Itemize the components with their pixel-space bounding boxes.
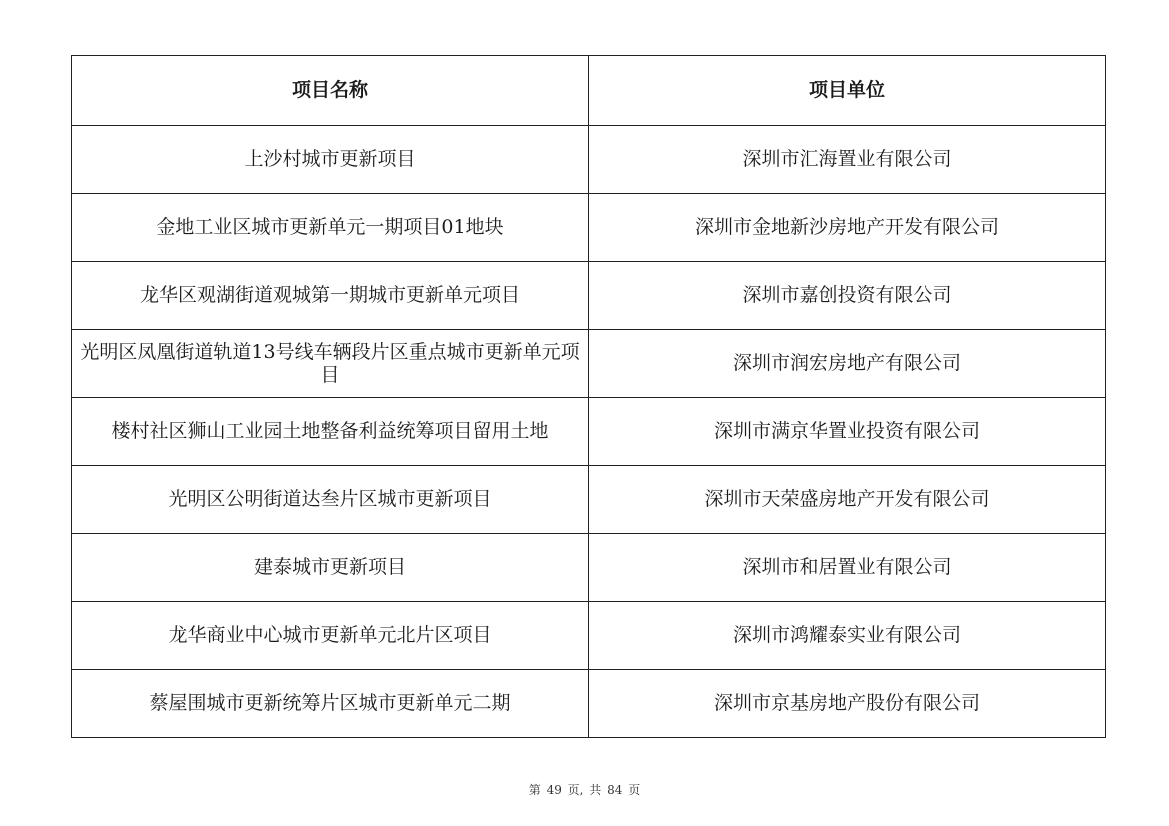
cell-project-name: 龙华商业中心城市更新单元北片区项目: [72, 602, 589, 670]
cell-project-name: 楼村社区狮山工业园土地整备利益统筹项目留用土地: [72, 398, 589, 466]
cell-project-name: 光明区凤凰街道轨道13号线车辆段片区重点城市更新单元项目: [72, 330, 589, 398]
cell-project-name: 龙华区观湖街道观城第一期城市更新单元项目: [72, 262, 589, 330]
table-row: [72, 398, 1106, 466]
cell-project-name: 蔡屋围城市更新统筹片区城市更新单元二期: [72, 670, 589, 738]
table-row: [72, 330, 1106, 398]
cell-project-name: 金地工业区城市更新单元一期项目01地块: [72, 194, 589, 262]
table-row: [72, 602, 1106, 670]
cell-project-unit: 深圳市金地新沙房地产开发有限公司: [589, 194, 1106, 262]
page-number-footer: 第 49 页, 共 84 页: [528, 783, 641, 797]
cell-project-unit: 深圳市鸿耀泰实业有限公司: [589, 602, 1106, 670]
cell-project-unit: 深圳市润宏房地产有限公司: [589, 330, 1106, 398]
header-project-name: 项目名称: [72, 56, 589, 126]
header-project-unit: 项目单位: [589, 56, 1106, 126]
cell-project-unit: 深圳市满京华置业投资有限公司: [589, 398, 1106, 466]
cell-project-unit: 深圳市和居置业有限公司: [589, 534, 1106, 602]
table-row: [72, 670, 1106, 738]
table-row: [72, 534, 1106, 602]
table-row: [72, 466, 1106, 534]
table-row: [72, 262, 1106, 330]
cell-project-unit: 深圳市嘉创投资有限公司: [589, 262, 1106, 330]
cell-project-name: 建泰城市更新项目: [72, 534, 589, 602]
cell-project-unit: 深圳市汇海置业有限公司: [589, 126, 1106, 194]
table-header-row: [72, 56, 1106, 126]
table-row: [72, 126, 1106, 194]
cell-project-name: 上沙村城市更新项目: [72, 126, 589, 194]
cell-project-unit: 深圳市天荣盛房地产开发有限公司: [589, 466, 1106, 534]
project-table: [71, 55, 1106, 738]
cell-project-name: 光明区公明街道达叁片区城市更新项目: [72, 466, 589, 534]
table-row: [72, 194, 1106, 262]
cell-project-unit: 深圳市京基房地产股份有限公司: [589, 670, 1106, 738]
